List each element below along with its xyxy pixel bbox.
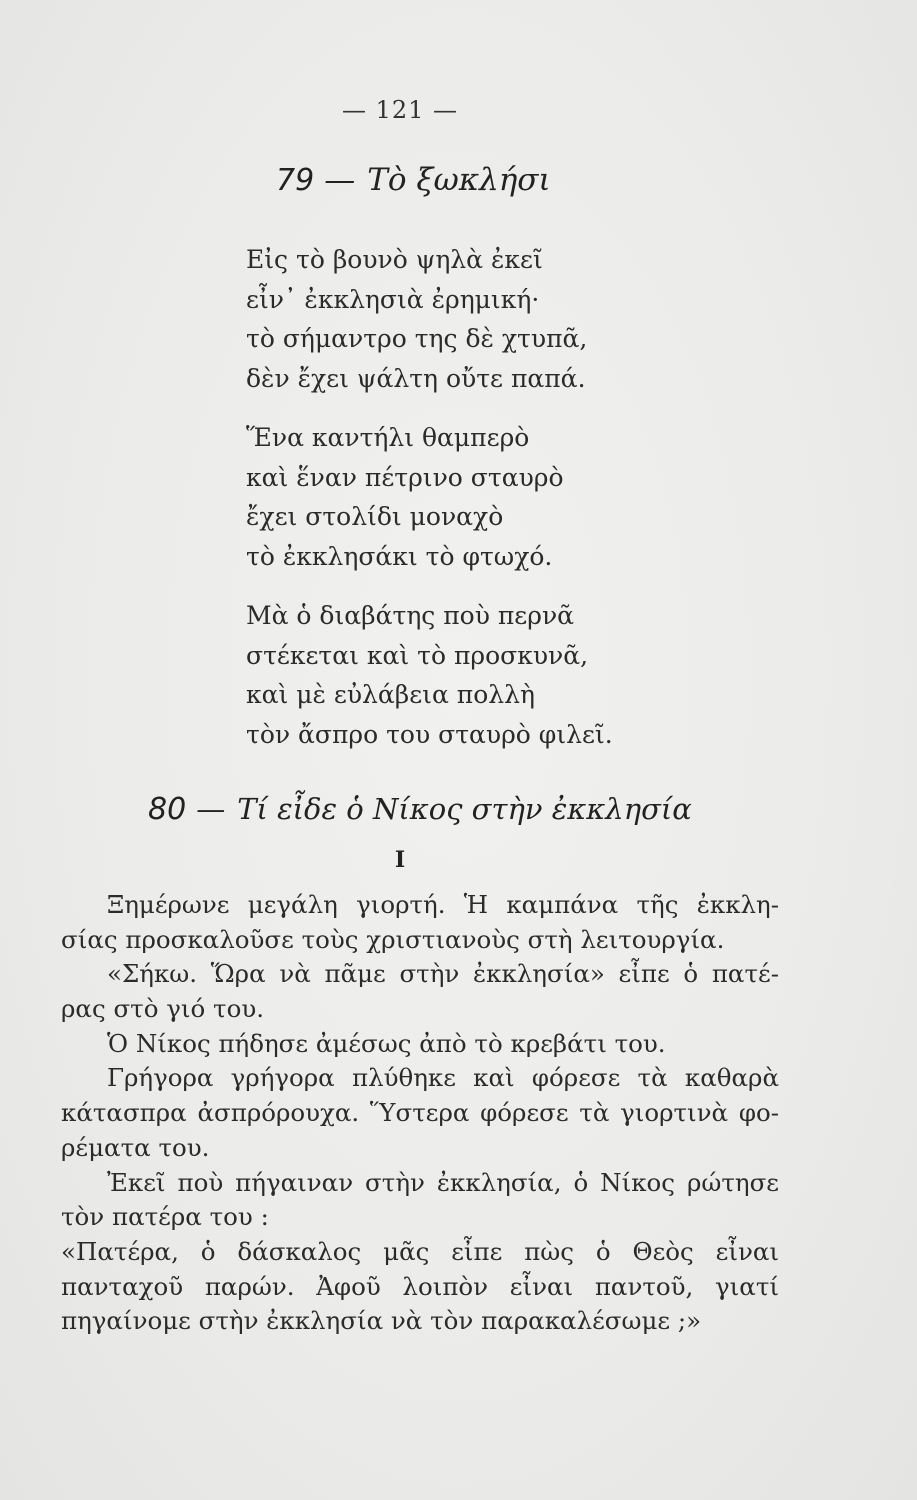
poem-stanza-1	[246, 240, 613, 398]
poem-line: τὸ σήμαντρο της δὲ χτυπᾶ,	[246, 324, 588, 353]
prose-line: Ὁ Νίκος πήδησε ἀμέσως ἀπὸ τὸ κρεβάτι του.	[107, 1028, 666, 1058]
prose-line: τὸν πατέρα του :	[61, 1202, 269, 1232]
poem-line: Εἰς τὸ βουνὸ ψηλὰ ἐκεῖ	[246, 245, 543, 274]
part-numeral: I	[394, 847, 406, 873]
poem-line: εἶν᾽ ἐκκλησιὰ ἐρημική·	[246, 284, 540, 314]
prose-line: ρας στὸ γιό του.	[61, 994, 265, 1024]
poem-stanza-3	[246, 596, 613, 754]
prose-line: Γρήγορα γρήγορα πλύθηκε καὶ φόρεσε τὰ καθαρὰ	[107, 1063, 779, 1093]
prose-line: «Σήκω. Ὥρα νὰ πᾶμε στὴν ἐκκλησία» εἶπε ὁ πατέ-	[107, 959, 779, 989]
section-80-heading	[148, 792, 692, 827]
poem-line: καὶ ἕναν πέτρινο σταυρὸ	[246, 462, 564, 492]
poem-stanza-2	[246, 418, 613, 576]
section-80-title: Τί εἶδε ὁ Νίκος στὴν ἐκκλησία	[237, 792, 692, 826]
prose-line: σίας προσκαλοῦσε τοὺς χριστιανοὺς στὴ λειτουργία.	[61, 924, 725, 954]
poem-line: Ἕνα καντήλι θαμπερὸ	[246, 423, 530, 452]
section-79-number: 79	[276, 163, 315, 198]
prose-line: πανταχοῦ παρών. Ἀφοῦ λοιπὸν εἶναι παντοῦ, γιατί	[61, 1271, 779, 1301]
poem-line: δὲν ἔχει ψάλτη οὔτε παπά.	[246, 363, 586, 393]
section-79-title: Τὸ ξωκλήσι	[367, 162, 551, 198]
poem-line: στέκεται καὶ τὸ προσκυνᾶ,	[246, 640, 589, 670]
poem-line: τὸν ἄσπρο του σταυρὸ φιλεῖ.	[246, 719, 613, 749]
prose-line: «Πατέρα, ὁ δάσκαλος μᾶς εἶπε πὼς ὁ Θεὸς εἶναι	[61, 1236, 779, 1266]
poem-line: ἔχει στολίδι μοναχὸ	[246, 502, 504, 531]
prose-line: Ἐκεῖ ποὺ πήγαιναν στὴν ἐκκλησία, ὁ Νίκος ρώτησε	[107, 1167, 779, 1197]
page-number: — 121 —	[341, 96, 459, 124]
section-79-heading	[276, 162, 551, 198]
section-79-dash: —	[324, 162, 356, 198]
prose-line: ρέματα του.	[61, 1132, 210, 1162]
poem-line: Μὰ ὁ διαβάτης ποὺ περνᾶ	[246, 601, 575, 630]
section-80-number: 80	[148, 792, 187, 827]
prose-line: Ξημέρωνε μεγάλη γιορτή. Ἡ καμπάνα τῆς ἐκκλη-	[107, 890, 779, 919]
prose-line: κάτασπρα ἀσπρόρουχα. Ὕστερα φόρεσε τὰ γιορτινὰ φο-	[61, 1098, 779, 1128]
poem-body	[246, 240, 613, 754]
poem-line: καὶ μὲ εὐλάβεια πολλὴ	[246, 680, 535, 709]
poem-line: τὸ ἐκκλησάκι τὸ φτωχό.	[246, 541, 553, 571]
prose-body	[61, 888, 779, 1339]
prose-line: πηγαίνομε στὴν ἐκκλησία νὰ τὸν παρακαλέσωμε ;»	[61, 1306, 702, 1336]
section-80-dash: —	[196, 792, 226, 826]
